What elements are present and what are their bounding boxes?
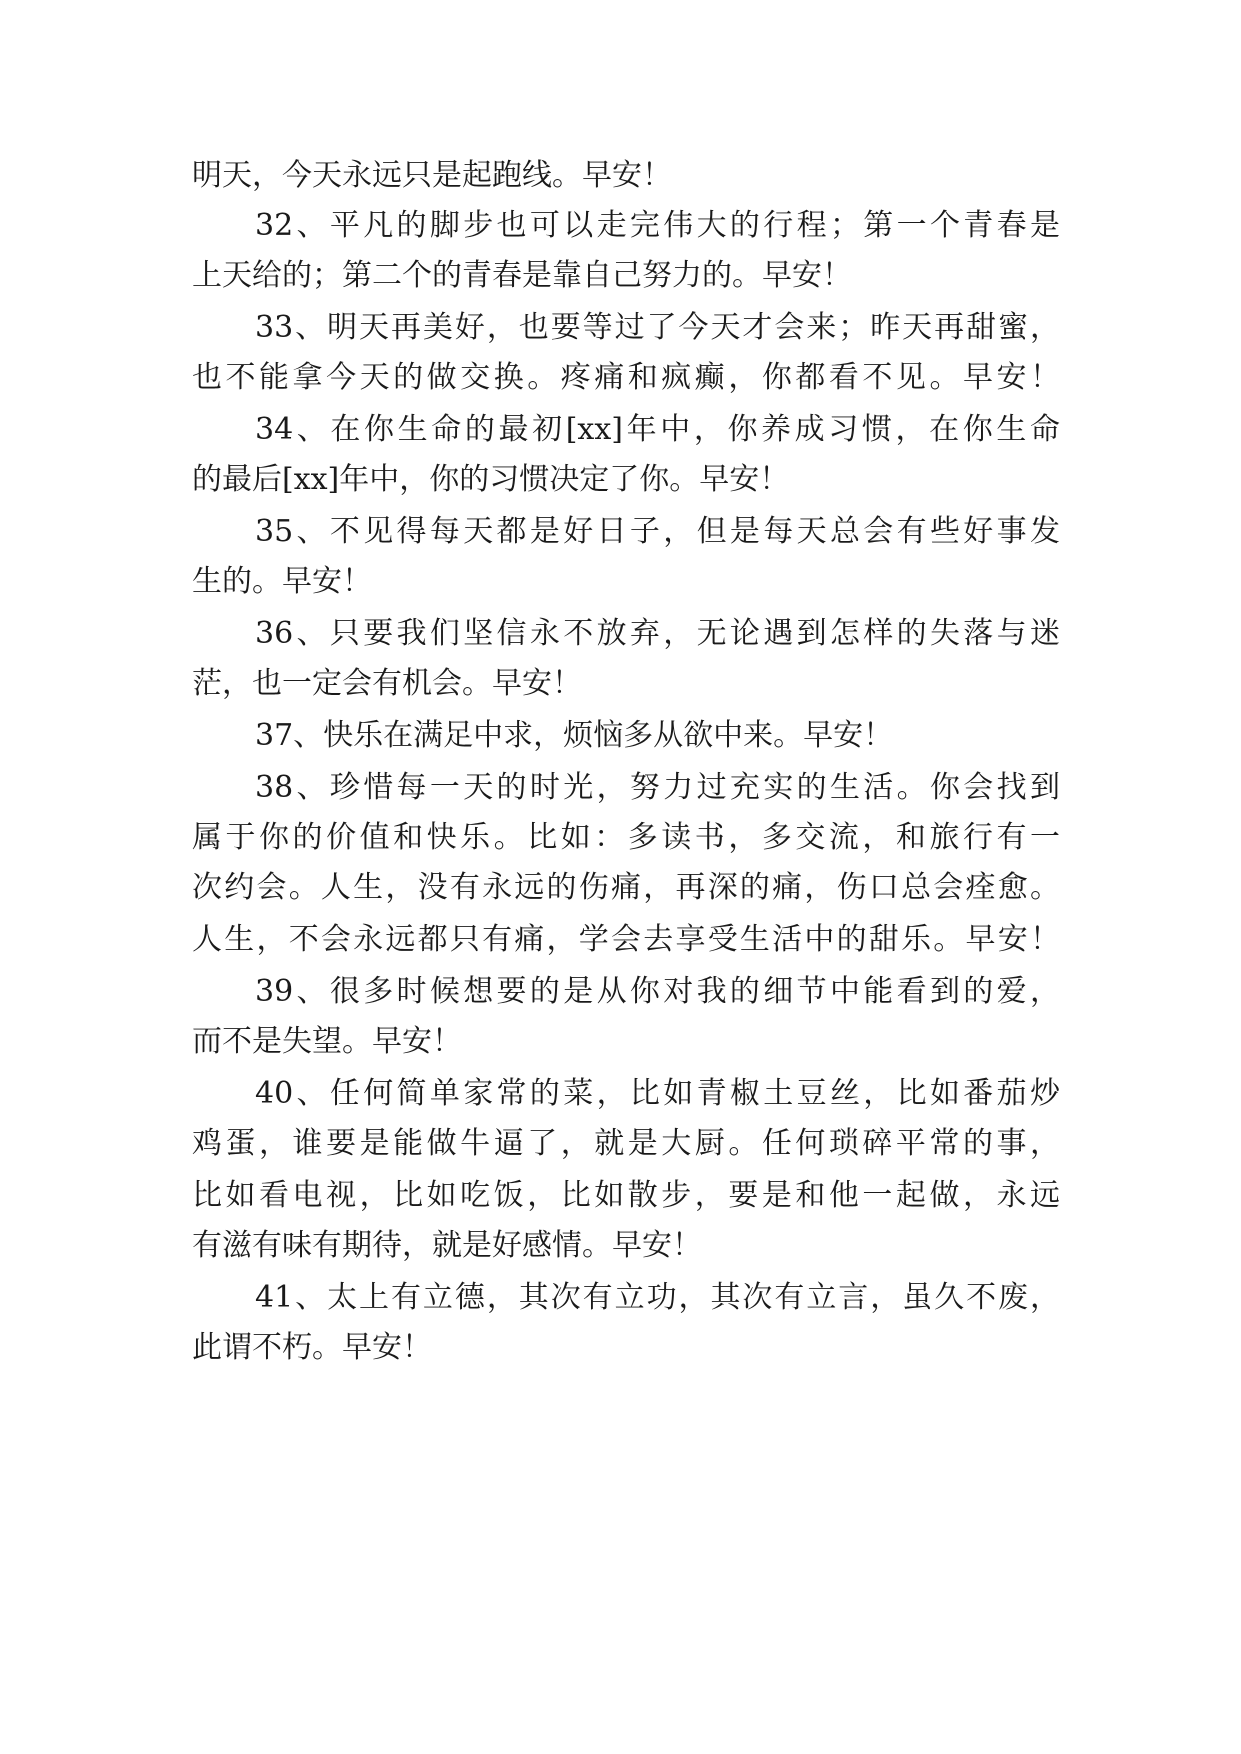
text-line: 41、太上有立德，其次有立功，其次有立言，虽久不废， xyxy=(255,1280,1060,1315)
text-line: 上天给的；第二个的青春是靠自己努力的。早安！ xyxy=(192,258,852,293)
text-line: 33、明天再美好，也要等过了今天才会来；昨天再甜蜜， xyxy=(255,310,1060,345)
text-line: 也不能拿今天的做交换。疼痛和疯癫，你都看不见。早安！ xyxy=(192,360,1060,395)
text-line: 明天，今天永远只是起跑线。早安！ xyxy=(192,158,672,193)
text-line: 35、不见得每天都是好日子，但是每天总会有些好事发 xyxy=(255,514,1060,549)
text-line: 生的。早安！ xyxy=(192,564,372,599)
text-line: 有滋有味有期待，就是好感情。早安！ xyxy=(192,1228,702,1263)
text-line: 而不是失望。早安！ xyxy=(192,1024,462,1059)
text-line: 鸡蛋，谁要是能做牛逼了，就是大厨。任何琐碎平常的事， xyxy=(192,1126,1060,1161)
text-line: 39、很多时候想要的是从你对我的细节中能看到的爱， xyxy=(255,974,1060,1009)
text-line: 37、快乐在满足中求，烦恼多从欲中来。早安！ xyxy=(255,718,894,753)
text-line: 此谓不朽。早安！ xyxy=(192,1330,432,1365)
text-line: 属于你的价值和快乐。比如：多读书，多交流，和旅行有一 xyxy=(192,820,1060,855)
text-line: 32、平凡的脚步也可以走完伟大的行程；第一个青春是 xyxy=(255,208,1060,243)
text-line: 38、珍惜每一天的时光，努力过充实的生活。你会找到 xyxy=(255,770,1060,805)
text-line: 比如看电视，比如吃饭，比如散步，要是和他一起做，永远 xyxy=(192,1178,1060,1213)
text-line: 人生，不会永远都只有痛，学会去享受生活中的甜乐。早安！ xyxy=(192,922,1060,957)
text-line: 40、任何简单家常的菜，比如青椒土豆丝，比如番茄炒 xyxy=(255,1076,1060,1111)
text-line: 的最后[xx]年中，你的习惯决定了你。早安！ xyxy=(192,462,790,497)
text-line: 34、在你生命的最初[xx]年中，你养成习惯，在你生命 xyxy=(255,412,1060,447)
text-line: 次约会。人生，没有永远的伤痛，再深的痛，伤口总会痊愈。 xyxy=(192,870,1060,905)
text-line: 茫，也一定会有机会。早安！ xyxy=(192,666,582,701)
text-line: 36、只要我们坚信永不放弃，无论遇到怎样的失落与迷 xyxy=(255,616,1060,651)
